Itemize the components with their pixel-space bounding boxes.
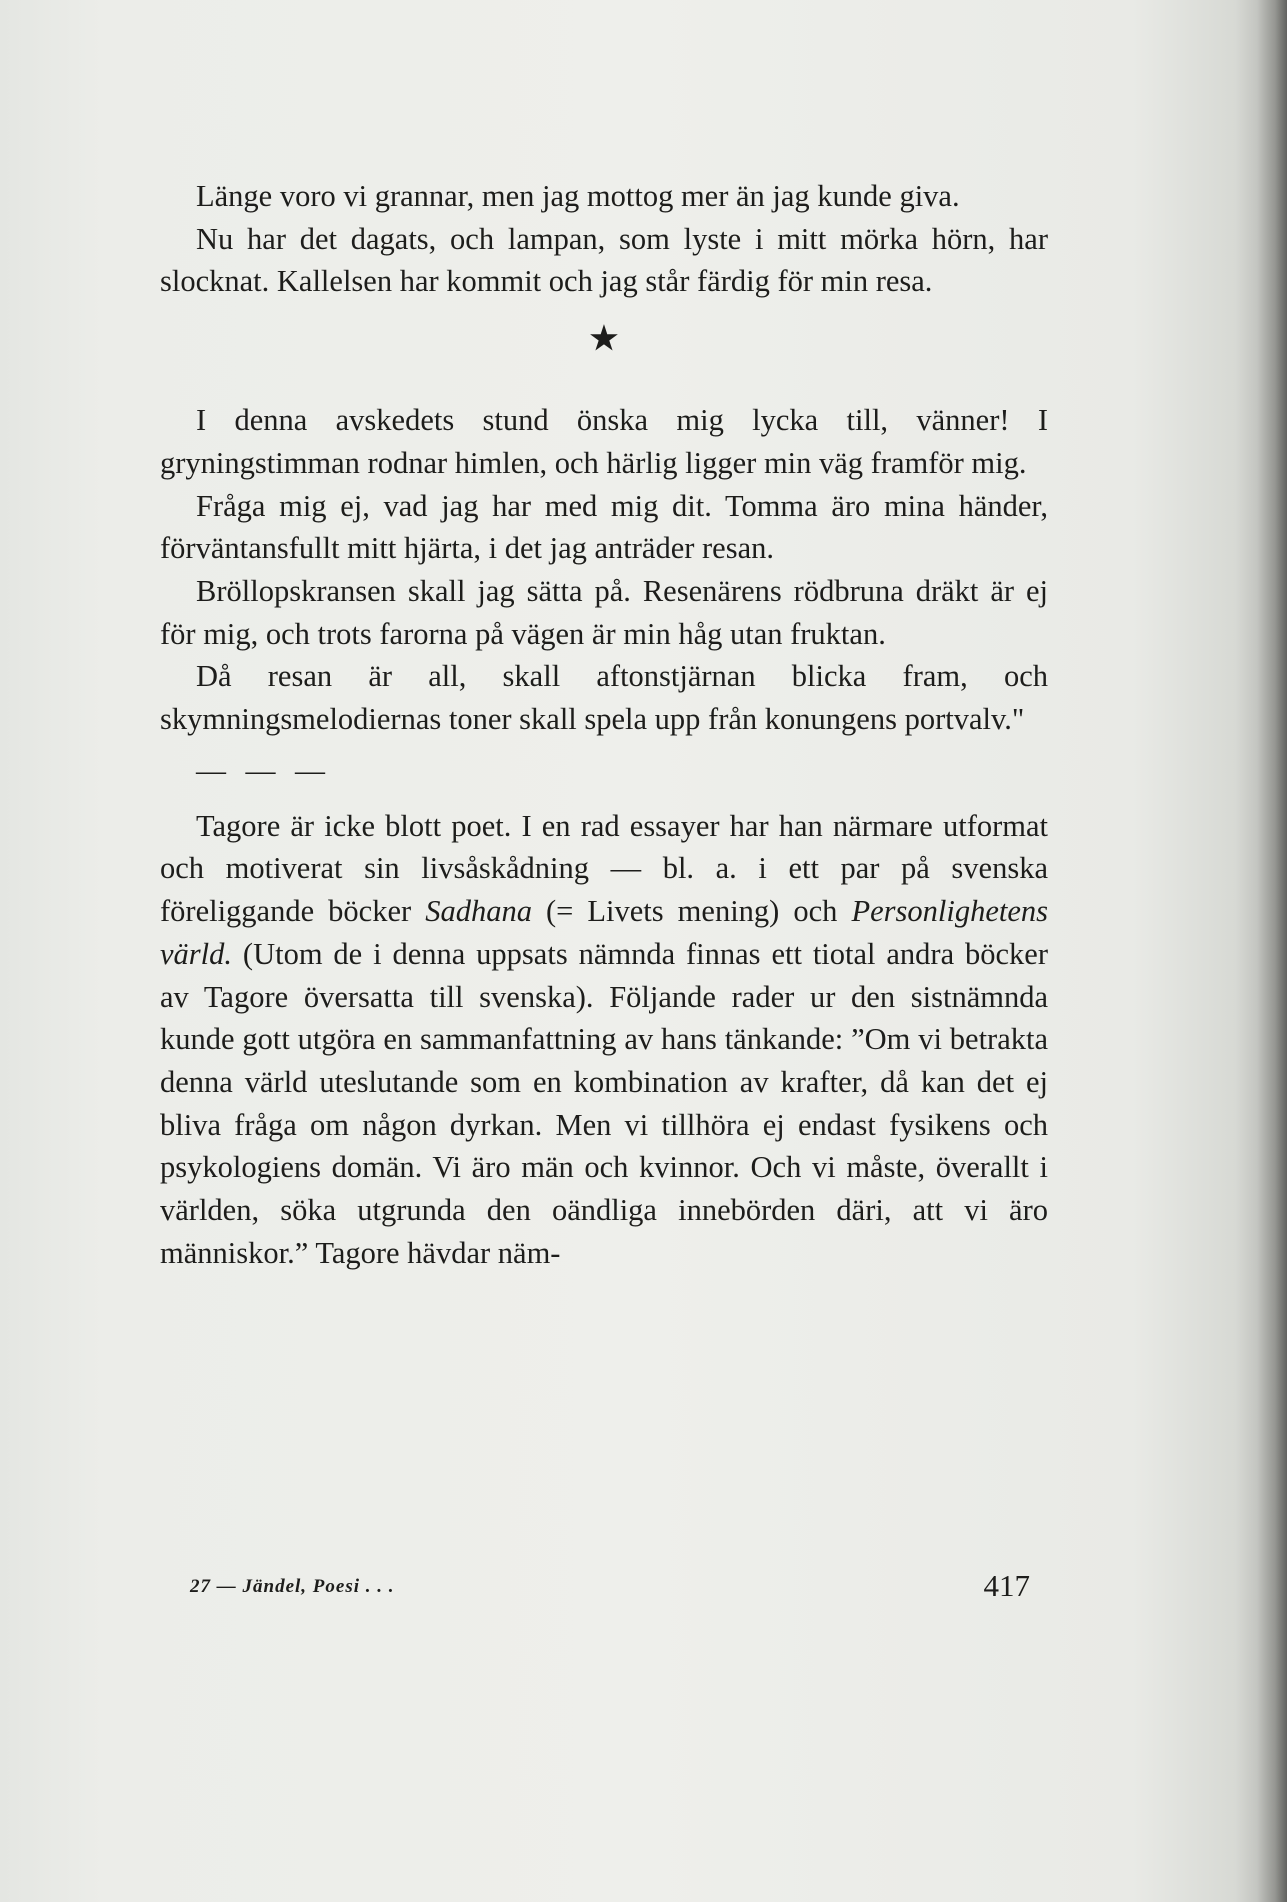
signature-mark: 27 — Jändel, Poesi . . . [190, 1576, 395, 1597]
essay-paragraph [160, 805, 1048, 1275]
page-number: 417 [983, 1568, 1030, 1603]
dash-separator: — — — [196, 753, 331, 787]
poem-paragraph-4: Fråga mig ej, vad jag har med mig dit. Tomma äro mina händer, förväntansfullt mitt hjärta, i det jag anträder resan. [160, 488, 1048, 566]
poem-paragraph-2: Nu har det dagats, och lampan, som lyste i mitt mörka hörn, har slocknat. Kallelsen har kommit och jag står färdig för min resa. [160, 221, 1048, 299]
book-title-sadhana: Sadhana [425, 894, 532, 929]
essay-text-part-3: (Utom de i denna uppsats nämnda finnas ett tiotal andra böcker av Tagore översatta till svenska). Följande rader ur den sistnämnda kunde gott utgöra en sammanfattning av hans tänkande: ”Om vi betrakta denna värld uteslutande som en kombination av krafter, då kan det ej bliva fråga om någon dyrkan. Men vi tillhöra ej endast fysikens och psykologiens domän. Vi äro män och kvinnor. Och vi måste, överallt i världen, söka utgrunda den oändliga innebörden däri, att vi äro människor.” Tagore hävdar näm- [160, 936, 1048, 1270]
poem-paragraph-6: Då resan är all, skall aftonstjärnan blicka fram, och skymningsmelodiernas toner skall spela upp från konungens portvalv." [160, 659, 1048, 737]
spine-shadow [1257, 0, 1287, 1902]
poem-paragraph-3: I denna avskedets stund önska mig lycka till, vänner! I gryningstimman rodnar himlen, och härlig ligger min väg framför mig. [160, 403, 1048, 480]
book-title-personlighetens-varld: Personlighetens värld. [160, 894, 1048, 971]
essay-text-part-2: (= Livets mening) och [531, 894, 852, 929]
poem-paragraph-1: Länge voro vi grannar, men jag mottog mer än jag kunde giva. [196, 179, 960, 213]
page-footer [190, 1568, 1030, 1608]
poem-paragraph-5: Bröllopskransen skall jag sätta på. Resenärens rödbruna dräkt är ej för mig, och trots farorna på vägen är min håg utan fruktan. [160, 573, 1048, 651]
star-separator: ★ [589, 320, 619, 357]
page-body [160, 175, 1048, 1274]
essay-text-part-1: Tagore är icke blott poet. I en rad essayer har han närmare utformat och motiverat sin livsåskådning — bl. a. i ett par på svenska föreliggande böcker [160, 808, 1048, 929]
